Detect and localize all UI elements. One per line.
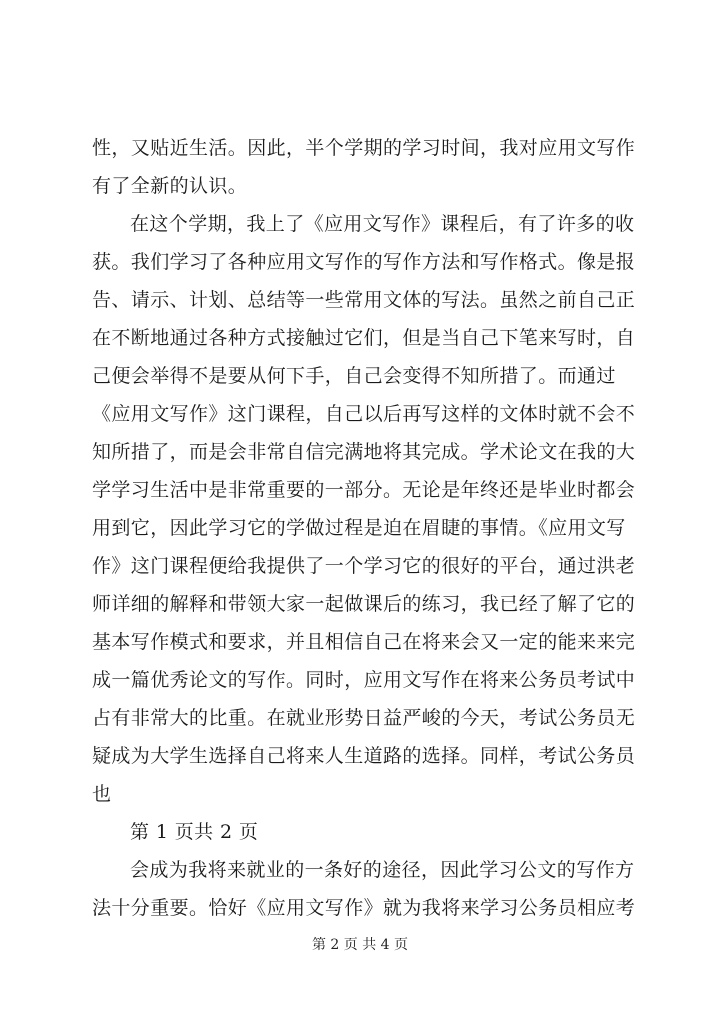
text-line: 用到它，因此学习它的学做过程是迫在眉睫的事情。《应用文写 bbox=[92, 517, 626, 539]
text-line: 基本写作模式和要求，并且相信自己在将来会又一定的能来来完 bbox=[92, 631, 636, 653]
text-line: 法十分重要。恰好《应用文写作》就为我将来学习公务员相应考 bbox=[92, 897, 636, 919]
page-footer: 第 2 页 共 4 页 bbox=[311, 937, 409, 953]
text-line: 己便会举得不是要从何下手，自己会变得不知所措了。而通过 bbox=[92, 365, 616, 387]
embedded-page-marker: 第 1 页共 2 页 bbox=[130, 821, 259, 843]
text-line: 获。我们学习了各种应用文写作的写作方法和写作格式。像是报 bbox=[92, 251, 636, 273]
text-line: 《应用文写作》这门课程，自己以后再写这样的文体时就不会不 bbox=[92, 403, 636, 425]
text-line: 性，又贴近生活。因此，半个学期的学习时间，我对应用文写作 bbox=[92, 137, 636, 159]
text-line: 占有非常大的比重。在就业形势日益严峻的今天，考试公务员无 bbox=[92, 707, 636, 729]
text-line: 告、请示、计划、总结等一些常用文体的写法。虽然之前自己正 bbox=[92, 289, 636, 311]
text-line: 学学习生活中是非常重要的一部分。无论是年终还是毕业时都会 bbox=[92, 479, 636, 501]
text-line: 也 bbox=[92, 783, 112, 805]
paragraph-start-line: 会成为我将来就业的一条好的途径，因此学习公文的写作方 bbox=[130, 859, 635, 881]
text-line: 师详细的解释和带领大家一起做课后的练习，我已经了解了它的 bbox=[92, 593, 636, 615]
text-line: 作》这门课程便给我提供了一个学习它的很好的平台，通过洪老 bbox=[92, 555, 636, 577]
paragraph-start-line: 在这个学期，我上了《应用文写作》课程后，有了许多的收 bbox=[130, 213, 635, 235]
text-line: 成一篇优秀论文的写作。同时，应用文写作在将来公务员考试中 bbox=[92, 669, 636, 691]
text-line: 有了全新的认识。 bbox=[92, 175, 248, 197]
document-body bbox=[92, 129, 640, 927]
text-line: 在不断地通过各种方式接触过它们，但是当自己下笔来写时，自 bbox=[92, 327, 636, 349]
text-line: 疑成为大学生选择自己将来人生道路的选择。同样，考试公务员 bbox=[92, 745, 636, 767]
text-line: 知所措了，而是会非常自信完满地将其完成。学术论文在我的大 bbox=[92, 441, 636, 463]
